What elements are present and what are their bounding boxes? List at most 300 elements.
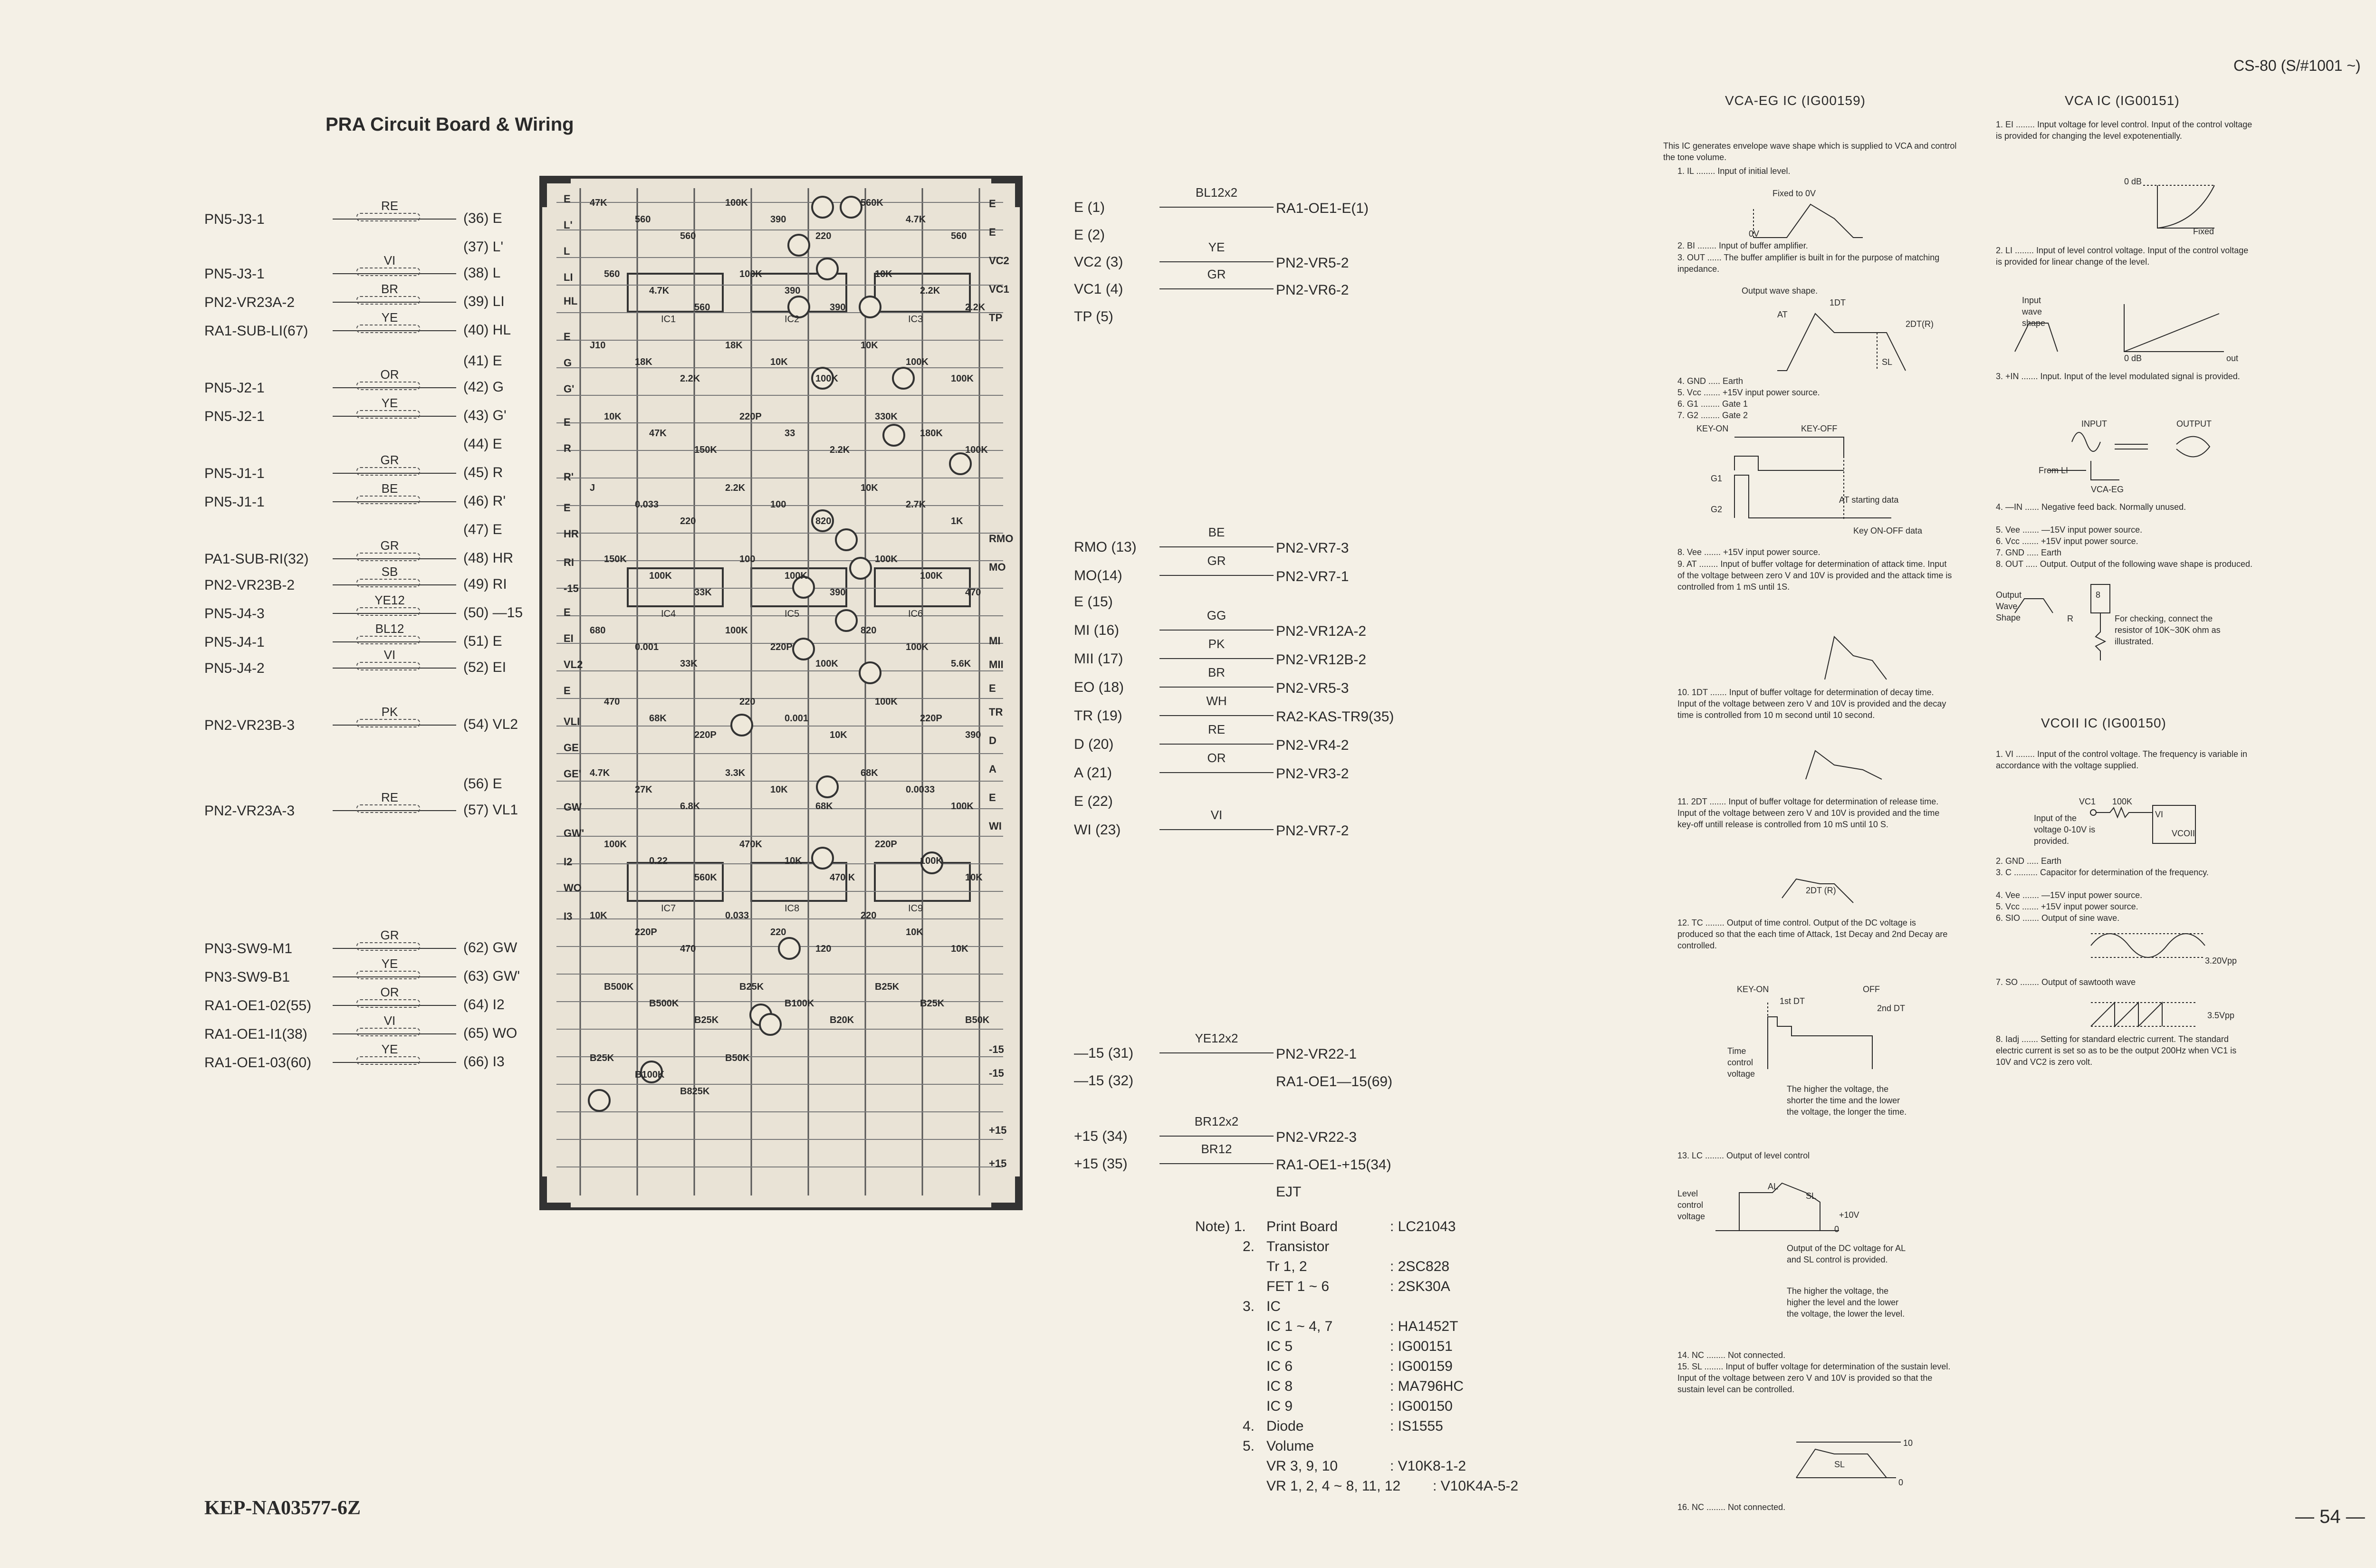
component-value: 820 xyxy=(861,625,877,636)
component-value: 100K xyxy=(875,697,898,707)
component-value: 100 xyxy=(770,499,786,510)
board-edge-label: -15 xyxy=(564,583,579,594)
vcaeg-item-16: 16. NC ........ Not connected. xyxy=(1677,1502,1786,1512)
component-value: 47K xyxy=(649,428,667,439)
board-trace xyxy=(812,197,833,218)
component-value: 100K xyxy=(875,554,898,564)
wire-color-code: GR xyxy=(380,538,399,553)
board-pin-label: —15 (31) xyxy=(1074,1045,1134,1061)
component-value: 330K xyxy=(875,411,898,422)
vcaeg-item-9: 9. AT ........ Input of buffer voltage for determination of attack time. Input of the voltage between zero V and 10V is provided and the attack time is controlled from 1 mS until 1S. xyxy=(1677,559,1954,592)
wire-destination: PN2-VR7-3 xyxy=(1276,540,1349,556)
board-pin-label: (45) R xyxy=(463,465,503,480)
wire-line xyxy=(1159,829,1274,830)
component-value: 2.7K xyxy=(906,499,926,510)
vca-fig-check: For checking, connect the resistor of 10K~30K ohm as illustrated. xyxy=(2115,614,2223,646)
note-item: VR 1, 2, 4 ~ 8, 11, 12 xyxy=(1266,1478,1401,1494)
vca-item-1: 1. EI ........ Input voltage for level control. Input of the control voltage is provided for changing the level expotenentially. xyxy=(1996,120,2255,141)
ic-label: IC2 xyxy=(785,314,800,325)
component-value: 100K xyxy=(920,856,943,866)
component-value: 5.6K xyxy=(951,659,971,669)
wire-color-code: OR xyxy=(380,367,399,382)
wire-shield xyxy=(356,999,420,1008)
wire-line xyxy=(1159,658,1274,659)
wire-line xyxy=(1159,1136,1274,1137)
component-value: 120 xyxy=(815,944,832,954)
component-value: 220 xyxy=(815,231,832,241)
board-pin-label: MO(14) xyxy=(1074,568,1122,583)
note-item: FET 1 ~ 6 xyxy=(1266,1279,1330,1294)
component-value: 390 xyxy=(770,214,786,225)
board-trace xyxy=(950,453,971,474)
vcaeg-fig-at: AT xyxy=(1777,310,1788,319)
board-edge-label: R' xyxy=(564,471,574,483)
wire-line xyxy=(1159,630,1274,631)
wire-destination: RA1-OE1-E(1) xyxy=(1276,201,1369,216)
vcaeg-title: VCA-EG IC (IG00159) xyxy=(1725,93,1866,108)
board-pin-label: EO (18) xyxy=(1074,679,1124,695)
component-value: 220 xyxy=(739,697,756,707)
wire-shield xyxy=(356,410,420,419)
component-value: 10K xyxy=(770,784,788,795)
board-trace xyxy=(850,558,871,579)
board-edge-label: D xyxy=(989,735,996,746)
wire-destination: PN2-VR3-2 xyxy=(1276,766,1349,782)
component-value: 220P xyxy=(694,730,717,740)
wire-color-code: GR xyxy=(1207,554,1226,568)
board-edge-label: E xyxy=(564,502,571,514)
note-value: : IG00150 xyxy=(1390,1398,1453,1414)
component-value: 100K xyxy=(920,571,943,581)
note-item: IC 5 xyxy=(1266,1339,1293,1354)
component-value: B500K xyxy=(604,982,634,992)
wire-shield xyxy=(356,1028,420,1036)
vcaeg-fig-lc-al: AL xyxy=(1768,1182,1779,1191)
component-value: 1K xyxy=(951,516,963,526)
wire-color-code: BR12 xyxy=(1201,1142,1232,1156)
wire-shield xyxy=(356,268,420,276)
board-pin-label: (47) E xyxy=(463,522,502,537)
wire-source: PN5-J1-1 xyxy=(204,494,265,510)
board-pin-label: E (2) xyxy=(1074,227,1105,243)
vca-section xyxy=(1996,95,2262,713)
wire-line xyxy=(1159,715,1274,716)
component-value: 220 xyxy=(770,927,786,937)
wire-color-code: GR xyxy=(380,928,399,942)
component-value: 68K xyxy=(861,768,878,778)
component-value: 390 xyxy=(965,730,981,740)
wire-color-code: PK xyxy=(1208,637,1225,651)
page-title: PRA Circuit Board & Wiring xyxy=(326,114,574,135)
component-value: 18K xyxy=(725,340,743,351)
component-value: 100K xyxy=(815,373,838,384)
board-pin-label: —15 (32) xyxy=(1074,1073,1134,1089)
component-value: 10K xyxy=(906,927,923,937)
vco-item-7: 7. SO ........ Output of sawtooth wave xyxy=(1996,977,2136,987)
vcaeg-fig-output: Output wave shape. xyxy=(1742,286,1818,296)
component-value: 100K xyxy=(906,357,929,367)
component-value: B50K xyxy=(725,1053,750,1063)
board-edge-label: I3 xyxy=(564,910,573,922)
component-value: J10 xyxy=(590,340,606,351)
vcaeg-fig-tc-keyon: KEY-ON xyxy=(1737,985,1769,994)
component-value: 220 xyxy=(861,910,877,921)
vco-item-3: 3. C .......... Capacitor for determination of the frequency. xyxy=(1996,868,2209,877)
vcaeg-fig-2dtr: 2DT (R) xyxy=(1806,886,1836,895)
wire-destination: PN2-VR5-3 xyxy=(1276,680,1349,696)
board-edge-label: +15 xyxy=(989,1157,1007,1169)
wire-line xyxy=(1159,575,1274,576)
note-value: : 2SK30A xyxy=(1390,1279,1450,1294)
vca-fig-8: 8 xyxy=(2096,590,2101,600)
vcaeg-fig-fixed: Fixed to 0V xyxy=(1772,189,1816,198)
board-pin-label: (57) VL1 xyxy=(463,802,518,818)
board-pin-label: (63) GW' xyxy=(463,968,520,984)
board-pin-label: (39) LI xyxy=(463,294,505,309)
board-trace xyxy=(793,639,814,660)
component-value: 560 xyxy=(604,269,620,279)
wire-destination: RA2-KAS-TR9(35) xyxy=(1276,709,1394,725)
wire-source: RA1-OE1-03(60) xyxy=(204,1055,312,1071)
vcaeg-item-5: 5. Vcc ....... +15V input power source. xyxy=(1677,388,1820,397)
wire-source: PN5-J4-1 xyxy=(204,634,265,650)
wire-color-code: VI xyxy=(383,648,396,662)
component-value: 0.033 xyxy=(635,499,659,510)
vca-fig-from-li: From LI xyxy=(2039,466,2069,475)
vcaeg-fig-tc-note: The higher the voltage, the shorter the time and the lower the voltage, the longer the time. xyxy=(1787,1084,1907,1117)
component-value: B50K xyxy=(965,1015,990,1025)
component-value: 220P xyxy=(635,927,657,937)
vcaeg-intro: This IC generates envelope wave shape which is supplied to VCA and control the tone volume. xyxy=(1663,141,1959,162)
wire-line xyxy=(1159,546,1274,547)
vca-fig-output: OUTPUT xyxy=(2176,419,2212,429)
vcaeg-fig-g2: G2 xyxy=(1711,505,1723,514)
board-edge-label: I2 xyxy=(564,856,573,868)
vcaeg-fig-atstart: AT starting data xyxy=(1839,495,1899,505)
board-trace xyxy=(788,235,809,256)
component-value: B20K xyxy=(830,1015,854,1025)
wire-destination: PN2-VR22-1 xyxy=(1276,1046,1357,1062)
board-edge-label: EI xyxy=(564,632,574,644)
wire-shield xyxy=(356,1056,420,1065)
component-value: 3.3K xyxy=(725,768,746,778)
component-value: 470 K xyxy=(830,872,855,883)
board-edge-label: WO xyxy=(564,882,582,894)
note-item: IC 8 xyxy=(1266,1378,1293,1394)
wire-color-code: VI xyxy=(383,253,396,268)
board-edge-label: E xyxy=(564,685,571,697)
board-trace xyxy=(836,529,857,550)
component-value: 2.2K xyxy=(965,302,986,313)
vca-fig-r: R xyxy=(2067,614,2073,623)
vcaeg-item-3: 3. OUT ...... The buffer amplifier is built in for the purpose of matching inpedance. xyxy=(1677,253,1942,274)
ic-label: IC7 xyxy=(661,903,676,914)
board-pin-label: (36) E xyxy=(463,210,502,226)
wire-color-code: VI xyxy=(1210,808,1223,822)
wire-shield xyxy=(356,553,420,561)
component-value: B825K xyxy=(680,1086,710,1097)
board-trace xyxy=(779,938,800,959)
board-edge-label: -15 xyxy=(989,1043,1004,1055)
wire-color-code: OR xyxy=(1207,751,1226,765)
vcaeg-fig-sl-sl: SL xyxy=(1834,1460,1845,1469)
component-value: 560 xyxy=(694,302,710,313)
vca-item-5: 5. Vee ....... —15V input power source. xyxy=(1996,525,2143,535)
wire-source: PN2-VR23A-3 xyxy=(204,803,295,819)
note-value: : V10K8-1-2 xyxy=(1390,1458,1466,1474)
board-edge-label: VLI xyxy=(564,716,580,727)
wire-destination: RA1-OE1-+15(34) xyxy=(1276,1157,1391,1173)
board-pin-label: +15 (34) xyxy=(1074,1128,1128,1144)
note-value: : HA1452T xyxy=(1390,1319,1458,1334)
vca-figures xyxy=(1996,95,2262,713)
vcaeg-fig-lc-note1: Output of the DC voltage for AL and SL control is provided. xyxy=(1787,1243,1908,1264)
component-value: 2.2K xyxy=(725,483,746,493)
component-value: 100K xyxy=(906,642,929,652)
wire-source: PN5-J2-1 xyxy=(204,409,265,424)
component-value: 4.7K xyxy=(649,286,670,296)
note-item: Print Board xyxy=(1266,1219,1338,1234)
board-pin-label: E (22) xyxy=(1074,794,1113,809)
wire-shield xyxy=(356,719,420,727)
board-pin-label: (46) R' xyxy=(463,493,506,509)
wire-color-code: WH xyxy=(1206,694,1227,708)
vcaeg-item-8: 8. Vee ....... +15V input power source. xyxy=(1677,547,1820,557)
wire-source: PA1-SUB-RI(32) xyxy=(204,551,309,567)
wire-destination: PN2-VR7-2 xyxy=(1276,823,1349,839)
wire-color-code: BR12x2 xyxy=(1194,1114,1239,1128)
vca-fig-output-wave: Output Wave Shape xyxy=(1996,590,2024,622)
component-value: 10K xyxy=(951,944,968,954)
component-value: 33 xyxy=(785,428,795,439)
component-value: 2.2K xyxy=(830,445,850,455)
wire-destination: PN2-VR22-3 xyxy=(1276,1129,1357,1145)
component-value: 180K xyxy=(920,428,943,439)
board-pin-label: MI (16) xyxy=(1074,622,1120,638)
vco-item-4: 4. Vee ....... —15V input power source. xyxy=(1996,890,2143,900)
wire-color-code: BL12x2 xyxy=(1195,185,1238,200)
wire-shield xyxy=(356,579,420,587)
wire-color-code: YE12 xyxy=(374,593,405,607)
vcaeg-fig-tc-1st: 1st DT xyxy=(1780,996,1805,1006)
vco-fig-vi: VI xyxy=(2155,810,2164,819)
board-trace xyxy=(841,197,862,218)
board-edge-label: WI xyxy=(989,820,1002,832)
component-value: 68K xyxy=(815,801,833,812)
board-trace xyxy=(860,296,881,317)
vca-fig-out: out xyxy=(2226,354,2239,363)
component-value: B25K xyxy=(694,1015,719,1025)
vcaeg-fig-lc-sl: SL xyxy=(1806,1191,1817,1201)
vcaeg-waveforms xyxy=(1663,95,1958,1520)
wire-line xyxy=(1159,288,1274,289)
board-edge-label: MII xyxy=(989,659,1004,670)
vca-fig-0db2: 0 dB xyxy=(2124,354,2142,363)
vca-item-2: 2. LI ........ Input of level control voltage. Input of the control voltage is provided for linear change of the level. xyxy=(1996,246,2251,267)
vcaeg-item-14: 14. NC ........ Not connected. xyxy=(1677,1350,1786,1360)
board-edge-label: VL2 xyxy=(564,659,583,670)
board-edge-label: VC1 xyxy=(989,283,1009,295)
vcaeg-item-15: 15. SL ........ Input of buffer voltage for determination of the sustain level. Input of the voltage between zero V and 10V is provided so that the sustain level can be controlled. xyxy=(1677,1362,1953,1394)
vcaeg-fig-keyon: KEY-ON xyxy=(1696,424,1729,433)
vcaeg-fig-lc-10v: +10V xyxy=(1839,1210,1859,1220)
component-value: 0.033 xyxy=(725,910,749,921)
board-edge-label: L' xyxy=(564,219,573,231)
component-value: B100K xyxy=(635,1070,665,1080)
board-pin-label: RMO (13) xyxy=(1074,539,1137,555)
board-edge-label: RMO xyxy=(989,533,1014,545)
board-trace xyxy=(893,368,914,389)
wire-source: RA1-SUB-LI(67) xyxy=(204,323,308,339)
component-value: 470 xyxy=(680,944,696,954)
component-value: 100K xyxy=(785,571,807,581)
wire-shield xyxy=(356,382,420,390)
wire-color-code: YE xyxy=(381,396,398,410)
wire-destination: RA1-OE1—15(69) xyxy=(1276,1074,1393,1090)
board-pin-label: TR (19) xyxy=(1074,708,1122,724)
vcaeg-item-6: 6. G1 ........ Gate 1 xyxy=(1677,399,1748,409)
component-value: 560 xyxy=(951,231,967,241)
ic-label: IC3 xyxy=(908,314,923,325)
component-value: 2.2K xyxy=(920,286,940,296)
note-item: VR 3, 9, 10 xyxy=(1266,1458,1338,1474)
note-value: : IS1555 xyxy=(1390,1418,1443,1434)
board-pin-label: TP (5) xyxy=(1074,309,1113,325)
board-pin-label: +15 (35) xyxy=(1074,1156,1128,1172)
wire-shield xyxy=(356,213,420,221)
wire-source: PN5-J4-3 xyxy=(204,606,265,621)
vca-title: VCA IC (IG00151) xyxy=(2065,93,2180,108)
board-pin-label: (54) VL2 xyxy=(463,717,518,732)
component-value: 390 xyxy=(785,286,801,296)
note-item: IC xyxy=(1266,1299,1281,1314)
board-pin-label: D (20) xyxy=(1074,736,1114,752)
wire-line xyxy=(1159,772,1274,773)
wire-source: PN5-J3-1 xyxy=(204,211,265,227)
wire-color-code: GR xyxy=(1207,267,1226,281)
vco-item-6: 6. SIO ....... Output of sine wave. xyxy=(1996,913,2120,923)
vcaeg-fig-2dt: 2DT(R) xyxy=(1906,319,1934,329)
note-value: : V10K4A-5-2 xyxy=(1433,1478,1519,1494)
note-value: : IG00151 xyxy=(1390,1339,1453,1354)
note-value: : MA796HC xyxy=(1390,1378,1464,1394)
wire-line xyxy=(1159,207,1274,208)
component-value: 10K xyxy=(830,730,847,740)
vcaeg-fig-0v: 0V xyxy=(1749,229,1760,239)
component-value: 220P xyxy=(875,839,897,850)
component-value: 10K xyxy=(590,910,607,921)
component-value: 18K xyxy=(635,357,652,367)
vco-item-1: 1. VI ........ Input of the control voltage. The frequency is variable in accordance with the voltage supplied. xyxy=(1996,749,2250,770)
board-edge-label: E xyxy=(564,331,571,343)
board-pin-label: (44) E xyxy=(463,436,502,452)
component-value: 220P xyxy=(770,642,793,652)
board-pin-label: WI (23) xyxy=(1074,822,1121,838)
vcaeg-item-4: 4. GND ..... Earth xyxy=(1677,376,1744,386)
component-value: 68K xyxy=(649,713,667,724)
board-edge-label: +15 xyxy=(989,1124,1007,1136)
wire-source: PN2-VR23A-2 xyxy=(204,295,295,310)
component-value: J xyxy=(590,483,595,493)
board-edge-label: MO xyxy=(989,561,1006,573)
vcaeg-section xyxy=(1663,95,1958,1520)
component-value: 560 xyxy=(635,214,651,225)
vcaeg-fig-tc-time: Time control voltage xyxy=(1727,1046,1756,1079)
wire-shield xyxy=(356,467,420,476)
wire-shield xyxy=(356,325,420,333)
wire-color-code: BE xyxy=(1208,525,1225,539)
board-pin-label: (50) —15 xyxy=(463,605,523,621)
wire-color-code: YE xyxy=(1208,240,1225,254)
wire-shield xyxy=(356,636,420,644)
component-value: 470K xyxy=(739,839,762,850)
wire-shield xyxy=(356,607,420,616)
component-value: 33K xyxy=(680,659,698,669)
board-edge-label: L xyxy=(564,245,570,257)
model-label: CS-80 (S/#1001 ~) xyxy=(2233,57,2361,74)
component-value: 100K xyxy=(951,373,974,384)
board-pin-label: (41) E xyxy=(463,353,502,369)
board-pin-label: (64) I2 xyxy=(463,997,505,1013)
ic-label: IC9 xyxy=(908,903,923,914)
vca-item-7: 7. GND ..... Earth xyxy=(1996,548,2062,557)
note-item: Volume xyxy=(1266,1438,1314,1454)
wire-destination: PN2-VR4-2 xyxy=(1276,737,1349,753)
vcaeg-fig-sl: SL xyxy=(1882,357,1893,367)
vca-fig-vcaeg: VCA-EG xyxy=(2091,485,2124,494)
vcaeg-fig-lc-level: Level control voltage xyxy=(1677,1189,1706,1221)
note-number: Note) 1. xyxy=(1195,1219,1246,1234)
wire-color-code: YE xyxy=(381,956,398,971)
component-value: B500K xyxy=(649,998,679,1009)
wire-color-code: GR xyxy=(380,453,399,467)
wire-color-code: PK xyxy=(381,705,398,719)
board-pin-label: (62) GW xyxy=(463,940,517,956)
ic-label: IC6 xyxy=(908,609,923,619)
wire-destination: PN2-VR12B-2 xyxy=(1276,652,1367,668)
ic-label: IC1 xyxy=(661,314,676,325)
board-edge-label: MI xyxy=(989,635,1001,647)
component-value: 10K xyxy=(965,872,983,883)
note-value: : IG00159 xyxy=(1390,1358,1453,1374)
board-edge-label: G xyxy=(564,357,572,369)
wire-color-code: RE xyxy=(1207,722,1226,736)
ic-label: IC5 xyxy=(785,609,800,619)
wire-shield xyxy=(356,496,420,504)
board-trace xyxy=(860,662,881,683)
component-value: 100 xyxy=(739,554,756,564)
component-value: 150K xyxy=(604,554,627,564)
vca-item-4: 4. —IN ...... Negative feed back. Normally unused. xyxy=(1996,502,2186,512)
vcaeg-item-10: 10. 1DT ....... Input of buffer voltage for determination of decay time. Input of the voltage between zero V and 10V is provided and the decay time is controlled from 10 m second until 10 second. xyxy=(1677,688,1949,720)
board-trace xyxy=(589,1090,610,1111)
wire-color-code: RE xyxy=(381,199,399,213)
wire-line xyxy=(1159,1163,1274,1164)
wire-destination: PN2-VR7-1 xyxy=(1276,569,1349,584)
vca-fig-input-wave: Input wave shape xyxy=(2022,296,2046,328)
component-value: 0.22 xyxy=(649,856,668,866)
wire-color-code: YE12x2 xyxy=(1195,1031,1238,1045)
component-value: 4.7K xyxy=(906,214,926,225)
note-item: IC 6 xyxy=(1266,1358,1293,1374)
wire-destination: PN2-VR12A-2 xyxy=(1276,623,1367,639)
vco-title: VCOII IC (IG00150) xyxy=(2041,716,2166,730)
component-value: 820 xyxy=(815,516,832,526)
board-edge-label: A xyxy=(989,763,996,775)
vcaeg-item-13: 13. LC ........ Output of level control xyxy=(1677,1151,1810,1160)
component-value: B25K xyxy=(590,1053,614,1063)
circuit-board xyxy=(539,176,1023,1210)
